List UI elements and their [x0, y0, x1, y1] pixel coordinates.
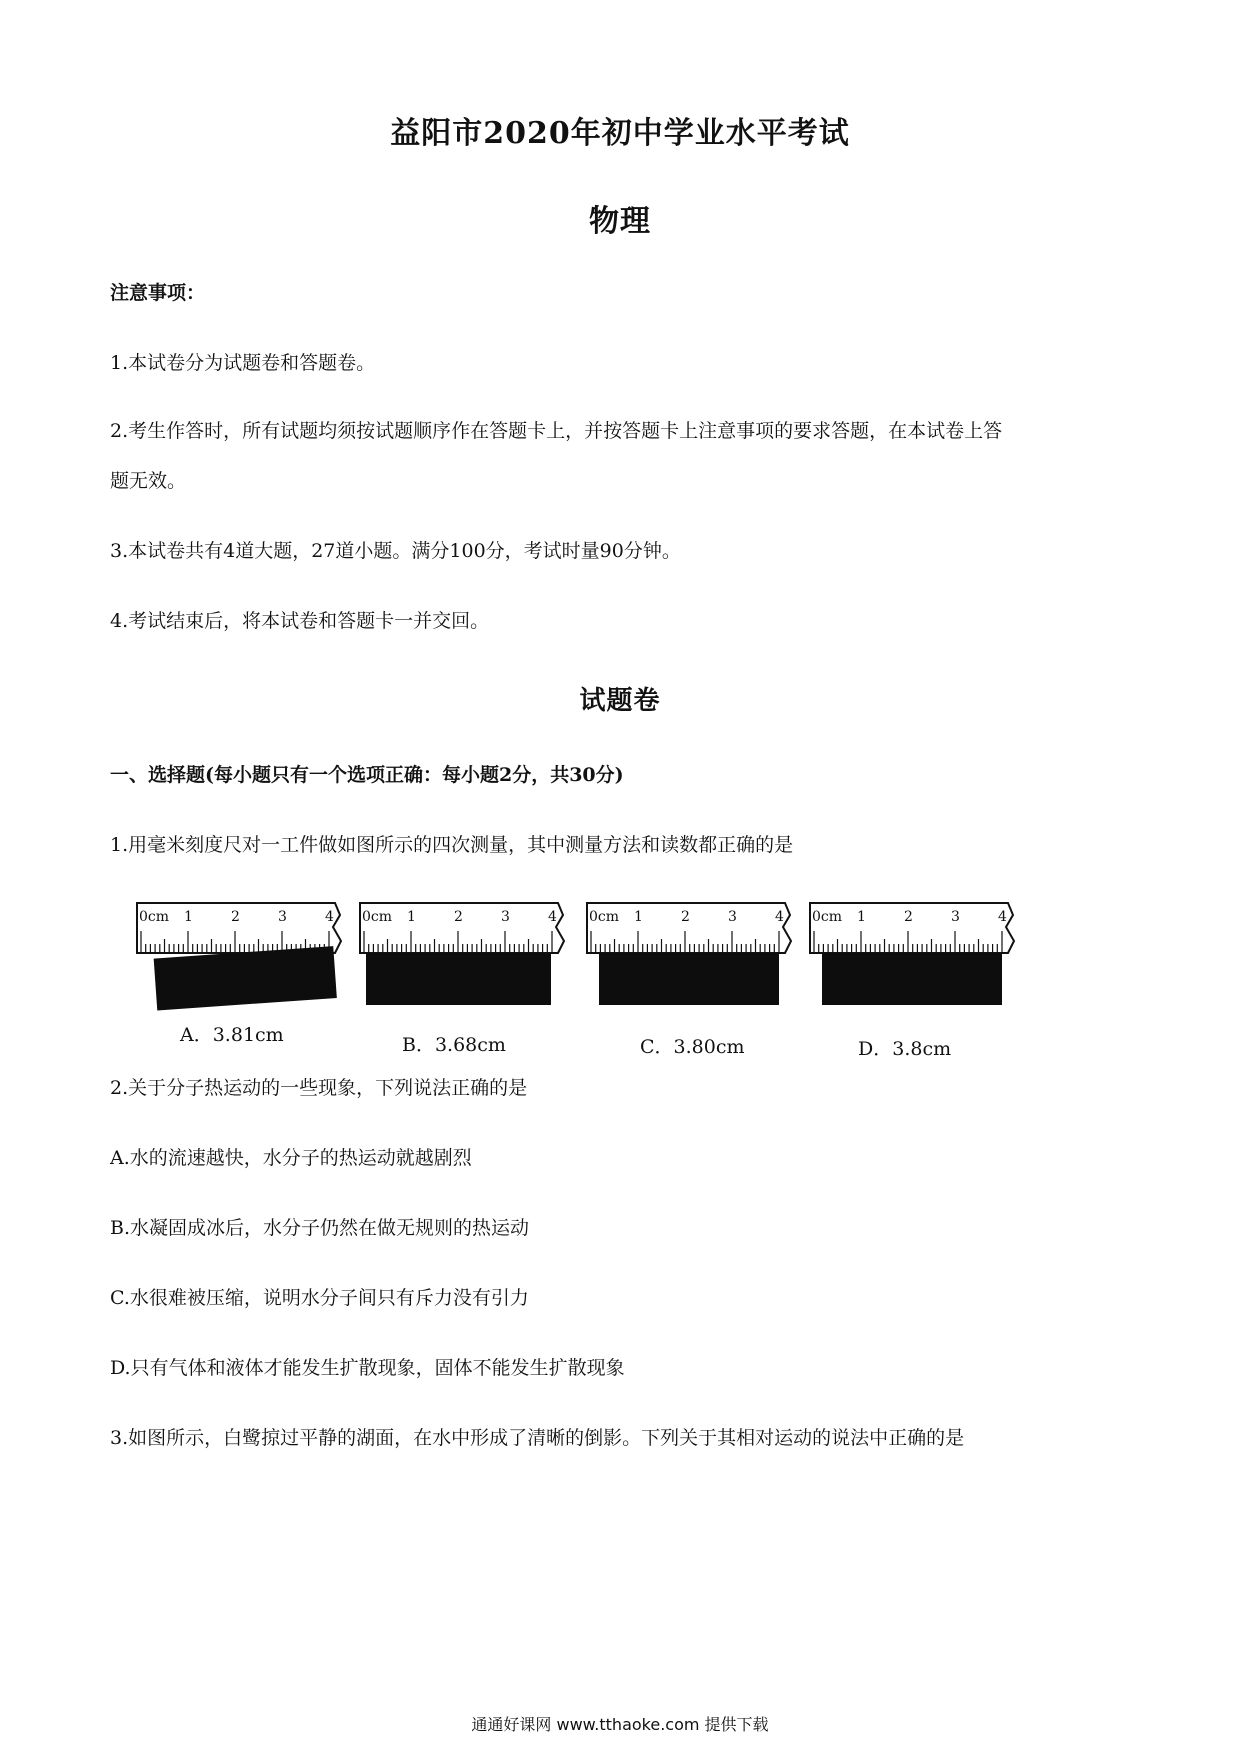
- ruler-tick-label: 3: [728, 909, 737, 925]
- ruler-tick-label: 3: [951, 909, 960, 925]
- section-title: 试题卷: [579, 686, 661, 716]
- workpiece-block: [366, 953, 551, 1005]
- q2-option-d: D.只有气体和液体才能发生扩散现象，固体不能发生扩散现象: [110, 1357, 625, 1379]
- note-item: 题无效。: [110, 470, 187, 492]
- ruler-tick-label: 2: [681, 909, 690, 925]
- ruler-tick-label: 1: [857, 909, 866, 925]
- q2-stem: 2.关于分子热运动的一些现象，下列说法正确的是: [110, 1077, 528, 1099]
- note-item: 2.考生作答时，所有试题均须按试题顺序作在答题卡上，并按答题卡上注意事项的要求答题，在本试卷上答: [110, 420, 1003, 442]
- workpiece-block: [599, 953, 779, 1005]
- q2-option-b: B.水凝固成冰后，水分子仍然在做无规则的热运动: [110, 1217, 530, 1239]
- q1-stem: 1.用毫米刻度尺对一工件做如图所示的四次测量，其中测量方法和读数都正确的是: [110, 834, 794, 856]
- ruler-diagram: [808, 895, 1023, 1025]
- ruler-tick-label: 0cm: [362, 909, 393, 925]
- ruler-diagram: [585, 895, 800, 1025]
- part1-heading: 一、选择题(每小题只有一个选项正确：每小题2分，共30分): [110, 764, 624, 786]
- q2-option-a: A.水的流速越快，水分子的热运动就越剧烈: [110, 1147, 472, 1169]
- ruler-tick-label: 2: [454, 909, 463, 925]
- ruler-tick-label: 2: [904, 909, 913, 925]
- workpiece-block: [154, 946, 337, 1010]
- q1-option-d: D．3.8cm: [858, 1038, 952, 1060]
- ruler-tick-label: 0cm: [139, 909, 170, 925]
- ruler-tick-label: 2: [231, 909, 240, 925]
- note-item: 3.本试卷共有4道大题，27道小题。满分100分，考试时量90分钟。: [110, 540, 681, 562]
- ruler-diagram: [358, 895, 573, 1025]
- ruler-tick-label: 1: [407, 909, 416, 925]
- q1-option-b: B．3.68cm: [402, 1034, 506, 1056]
- notes-heading: 注意事项：: [110, 282, 206, 304]
- ruler-tick-label: 1: [184, 909, 193, 925]
- ruler-tick-label: 4: [998, 909, 1007, 925]
- ruler-tick-label: 0cm: [589, 909, 620, 925]
- ruler-tick-label: 0cm: [812, 909, 843, 925]
- workpiece-block: [822, 953, 1002, 1005]
- ruler-tick-label: 3: [278, 909, 287, 925]
- q2-option-c: C.水很难被压缩，说明水分子间只有斥力没有引力: [110, 1287, 529, 1309]
- note-item: 1.本试卷分为试题卷和答题卷。: [110, 352, 376, 374]
- q1-option-a: A．3.81cm: [180, 1024, 284, 1046]
- ruler-diagram: [135, 895, 350, 1025]
- ruler-tick-label: 4: [548, 909, 557, 925]
- ruler-tick-label: 3: [501, 909, 510, 925]
- exam-title: 益阳市2020年初中学业水平考试: [390, 116, 850, 151]
- ruler-tick-label: 1: [634, 909, 643, 925]
- subject-title: 物理: [589, 204, 651, 239]
- q1-option-c: C．3.80cm: [640, 1036, 745, 1058]
- ruler-tick-label: 4: [325, 909, 334, 925]
- ruler-tick-label: 4: [775, 909, 784, 925]
- footer-text: 通通好课网 www.tthaoke.com 提供下载: [471, 1715, 769, 1734]
- note-item: 4.考试结束后，将本试卷和答题卡一并交回。: [110, 610, 490, 632]
- q3-stem: 3.如图所示，白鹭掠过平静的湖面，在水中形成了清晰的倒影。下列关于其相对运动的说法中正确的是: [110, 1427, 965, 1449]
